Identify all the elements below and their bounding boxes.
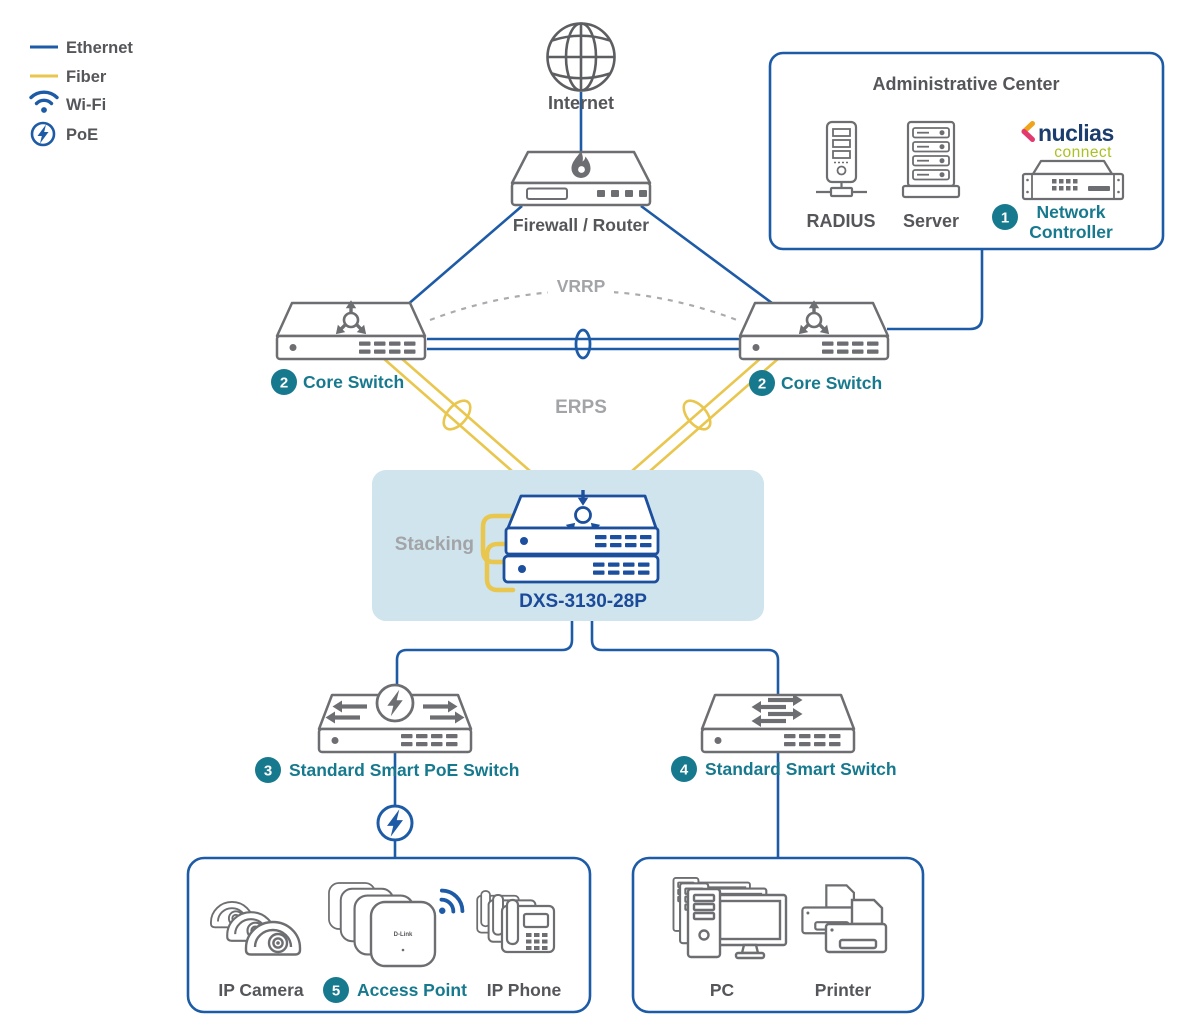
badge-2-right-number: 2 — [757, 375, 767, 393]
ap-device-label: D-Link — [393, 932, 413, 938]
vrrp-label: VRRP — [556, 276, 606, 296]
firewall-display — [527, 189, 567, 200]
logo-main-text: nuclias — [1038, 120, 1114, 146]
smart-switch-front-face — [702, 729, 854, 752]
fiber-aggregation-ring-left — [439, 396, 476, 434]
legend-fiber-label: Fiber — [66, 68, 107, 86]
ethernet-link-admin-coreright — [887, 249, 982, 329]
ip-camera-label: IP Camera — [218, 980, 304, 1000]
link-aggregation-ring — [576, 330, 590, 358]
network-controller-label-2: Controller — [1029, 222, 1113, 242]
ethernet-link-stack-smartswitch — [592, 621, 778, 695]
core-left-led — [290, 344, 297, 351]
radius-label: RADIUS — [806, 211, 876, 231]
internet-node — [548, 24, 615, 91]
core-right-front-face — [740, 336, 888, 359]
access-point-label: Access Point — [357, 980, 467, 1000]
core-left-front-face — [277, 336, 425, 359]
poe-switch-front-face — [319, 729, 471, 752]
server-label: Server — [902, 211, 960, 231]
poe-switch-led — [332, 737, 339, 744]
wifi-icon — [31, 92, 57, 113]
smart-switch-node — [702, 694, 854, 752]
firewall-label: Firewall / Router — [512, 215, 650, 235]
printer-label: Printer — [814, 980, 872, 1000]
ip-phone-icon — [502, 900, 554, 952]
legend — [30, 39, 133, 145]
ethernet-link-firewall-coreright — [641, 206, 776, 306]
network-controller-icon — [1023, 161, 1123, 199]
pc-label: PC — [709, 980, 735, 1000]
fiber-link-left-2 — [401, 358, 530, 471]
flame-inner — [578, 166, 585, 173]
server-icon — [903, 122, 959, 197]
erps-label: ERPS — [555, 397, 607, 418]
stack-panel — [372, 470, 764, 621]
logo-sub-text: connect — [1054, 144, 1112, 161]
network-controller-label-1: Network — [1036, 202, 1106, 222]
ip-phone-label: IP Phone — [486, 980, 562, 1000]
smart-switch-led — [715, 737, 722, 744]
stack-model-label: DXS-3130-28P — [519, 591, 647, 612]
badge-1-number: 1 — [1000, 209, 1010, 227]
poe-switch-node — [319, 685, 471, 752]
admin-center-panel — [770, 53, 1163, 249]
endpoints-right-panel — [633, 858, 923, 1012]
stack-top-led — [520, 537, 528, 545]
ap-led — [402, 949, 405, 952]
badge-2-left-number: 2 — [279, 374, 289, 392]
core-switch-right-node — [740, 300, 888, 359]
badge-4-number: 4 — [679, 761, 689, 779]
smart-switch-label: Standard Smart Switch — [705, 759, 897, 779]
legend-wifi-label: Wi-Fi — [66, 96, 107, 114]
legend-poe-label: PoE — [66, 126, 99, 144]
stack-switch-bottom — [504, 556, 658, 582]
admin-center-title: Administrative Center — [872, 74, 1060, 94]
stack-bottom-led — [518, 565, 526, 573]
poe-switch-label: Standard Smart PoE Switch — [289, 760, 520, 780]
fiber-link-right-2 — [632, 358, 761, 471]
badge-5-number: 5 — [331, 982, 341, 1000]
core-switch-right-label: Core Switch — [781, 373, 883, 393]
legend-ethernet-label: Ethernet — [66, 39, 133, 57]
ethernet-link-firewall-coreleft — [406, 206, 522, 306]
endpoints-left-panel — [188, 858, 590, 1012]
stack-switch-top-front — [506, 528, 658, 554]
ethernet-link-stack-poeswitch — [397, 621, 572, 686]
stacking-label: Stacking — [394, 534, 474, 555]
core-switch-left-label: Core Switch — [303, 372, 405, 392]
poe-bolt-icon — [38, 125, 49, 144]
firewall-node — [512, 151, 650, 205]
core-right-led — [753, 344, 760, 351]
badge-3-number: 3 — [263, 762, 273, 780]
core-switch-left-node — [277, 300, 425, 359]
internet-label: Internet — [547, 93, 615, 113]
